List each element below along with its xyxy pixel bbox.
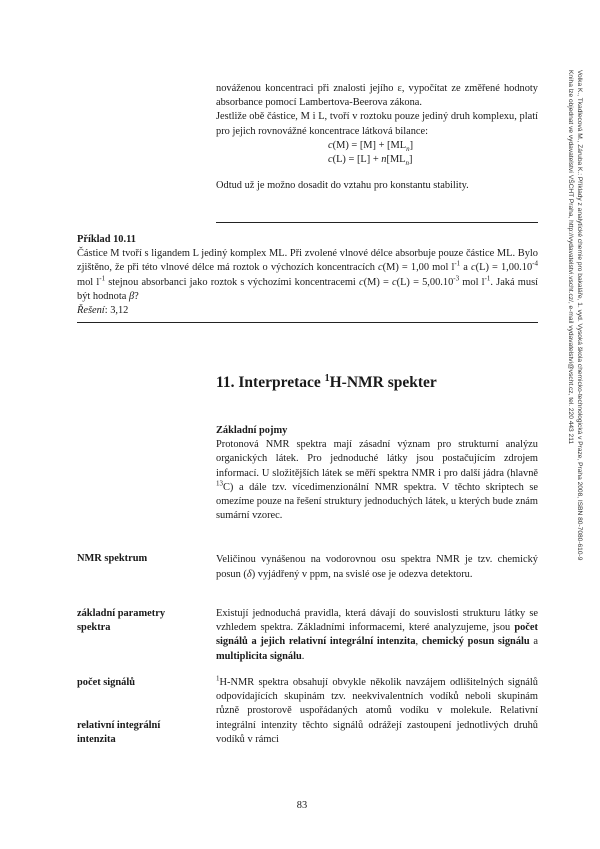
equation-cm: $c(M) = [M] + [ML_n]$ <box>328 139 414 153</box>
basics-heading: Základní pojmy <box>216 425 288 436</box>
example-block <box>77 233 538 318</box>
nmr-spectrum-text: Veličinou vynášenou na vodorovnou osu spektra NMR je tzv. chemický posun (δ) vyjádřený v ppm, na svislé ose je odezva detektoru. <box>216 554 538 580</box>
sidebar-citation <box>566 70 584 560</box>
example-solution <box>77 304 538 318</box>
equation-cl: $c(L) = [L] + n[ML_n]$ <box>328 154 413 168</box>
signal-count-text: $^1$H-NMR spektra obsahují obvykle několik navzájem odlišitelných signálů odpovídajících skupinám tzv. neekvivalentních vodíků neboli skupinám různě prostorově uspořádaných atomů vodíku v molekule. Relativní integrální intenzity těchto signálů odrážejí zastoupení jednotlivých druhů vodíků v rámci <box>216 674 538 745</box>
example-text: Částice M tvoří s ligandem L jediný komplex ML. Při zvolené vlnové délce absorbuje pouze částice ML. Bylo zjištěno, že při této vlnové délce má roztok o výchozích koncentracích c(M) = 1,00 mol $l^{-1}$ a $c(L) = 1,00.10^{-4}$ mol $l^{-1}$ stejnou absorbanci jako roztok s výchozími koncentracemi $c(M) = c(L) = 5,00.10^{-3}$ mol $l^{-1}$. Jaká musí být hodnota β? <box>77 248 538 302</box>
label-basic-parameters: základní parametry spektra <box>77 608 166 634</box>
paragraph-balance-intro: Jestliže obě částice, M i L, tvoří v roztoku pouze jediný druh komplexu, platí pro jejich rovnovážné koncentrace látková bilance: <box>216 111 538 137</box>
section-nmr-spectrum <box>216 552 538 582</box>
equation-block <box>328 139 538 167</box>
citation-line-1: Volka K., Tkadlecová M., Záruba K.: Příklady z analytické chemie pro bakaláře, 1. vyd. Vysoká škola chemicko-technologická v Praze, Praha 2008, ISBN 80-7080-610-9 <box>576 70 583 561</box>
solution-value: : 3,12 <box>104 305 129 317</box>
page-number: 83 <box>296 800 308 811</box>
solution-label: Řešení <box>77 305 105 317</box>
label-relative-intensity: relativní integrální intenzita <box>77 720 161 746</box>
example-title: Příklad 10.11 <box>77 234 136 245</box>
basics-block <box>216 424 538 523</box>
divider-top <box>216 222 538 223</box>
chapter-title: 11. Interpretace $^1$H-NMR spekter <box>216 372 437 391</box>
section-basic-parameters <box>216 607 538 664</box>
basic-parameters-text: Existují jednoduchá pravidla, která dávají do souvislosti strukturu látky se vzhledem spektra. Základními informacemi, které analyzujeme, jsou počet signálů a jejich relativní integrální intenzita, chemický posun signálu a multiplicita signálu. <box>216 608 538 662</box>
top-text-block <box>216 82 538 193</box>
citation-line-2: Kniha lze objednat ve vydavatelství VŠCHT Praha, http://vydavatelstvi.vscht.cz/, e-mail vydavatelstvi@vscht.cz, tel. 220 443 211 <box>567 70 574 445</box>
paragraph-substitute: Odtud už je možno dosadit do vztahu pro konstantu stability. <box>216 180 469 192</box>
section-signal-count <box>216 676 538 747</box>
divider-bottom <box>77 322 538 323</box>
basics-text: Protonová NMR spektra mají zásadní význam pro strukturní analýzu organických látek. Pro jednoduché látky jsou postačujícím zdrojem informací. U složitějších látek se měří spektra NMR i pro další jádra (hlavně $^{13}$C) a dále tzv. vícedimenzionální NMR spektra. V těchto skriptech se omezíme pouze na řešení struktury jednoduchých látek, u kterých bude znám sumární vzorec. <box>216 439 538 522</box>
label-nmr-spectrum: NMR spektrum <box>77 553 148 564</box>
label-signal-count: počet signálů <box>77 677 136 688</box>
paragraph-continuation: nováženou koncentraci při znalosti jejího ε, vypočítat ze změřené hodnoty absorbance pomocí Lambertova-Beerova zákona. <box>216 83 538 109</box>
